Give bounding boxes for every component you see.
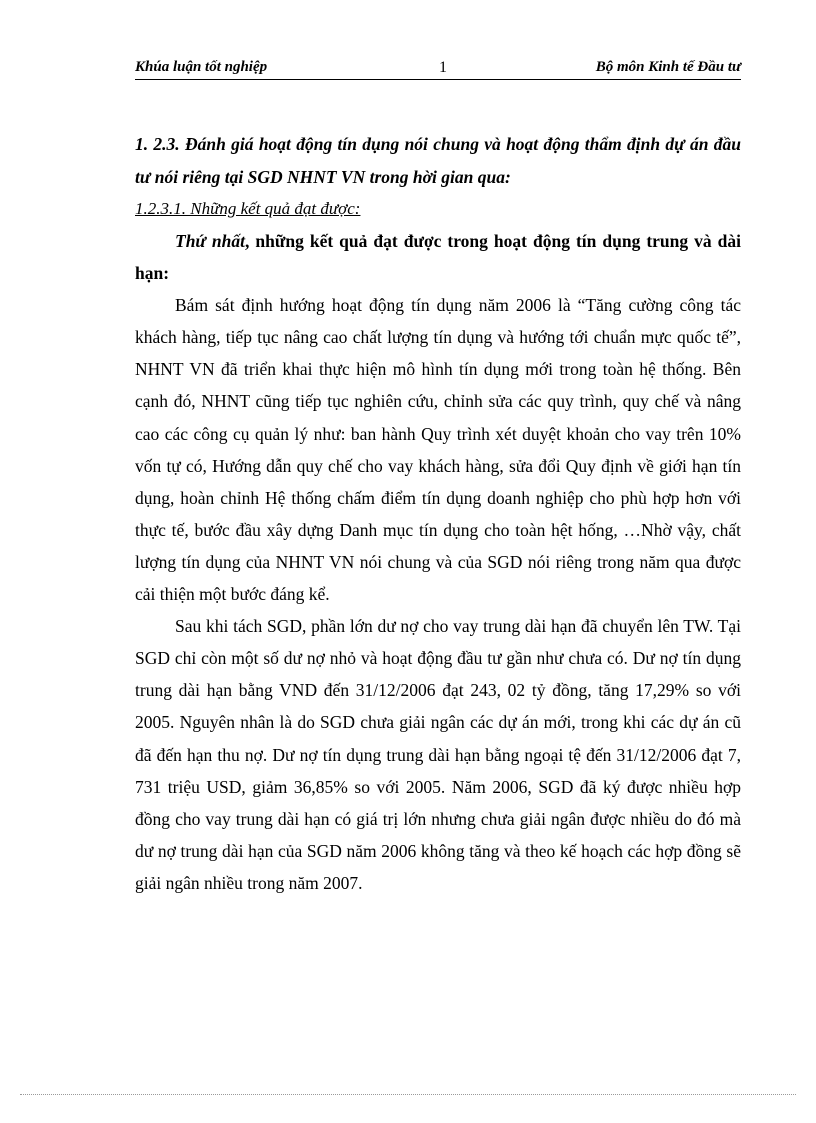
header-department-label: Bộ môn Kinh tế Đầu tư [595, 59, 741, 75]
paragraph-first-point-rest: , những kết quả đạt được trong hoạt động tín dụng trung và dài hạn: [135, 231, 742, 284]
section-heading: 1. 2.3. Đánh giá hoạt động tín dụng nói chung và hoạt động thẩm định dự án đầu tư nói riêng tại SGD NHNT VN trong hời gian qua: [135, 134, 741, 187]
page-header [135, 57, 741, 80]
header-thesis-label: Khúa luận tốt nghiệp [135, 59, 268, 75]
subsection-heading: 1.2.3.1. Những kết quả đạt được: [135, 199, 361, 218]
paragraph-credit-orientation: Bám sát định hướng hoạt động tín dụng năm 2006 là “Tăng cường công tác khách hàng, tiếp tục nâng cao chất lượng tín dụng và hướng tới chuẩn mực quốc tế”, NHNT VN đã triển khai thực hiện mô hình tín dụng mới trong toàn hệ thống. Bên cạnh đó, NHNT cũng tiếp tục nghiên cứu, chỉnh sửa các quy trình, quy chế và nâng cao các công cụ quản lý như: ban hành Quy trình xét duyệt khoản cho vay trên 10% vốn tự có, Hướng dẫn quy chế cho vay khách hàng, sửa đổi Quy định về giới hạn tín dụng, hoàn chỉnh Hệ thống chấm điểm tín dụng doanh nghiệp cho phù hợp hơn với thực tế, bước đầu xây dựng Danh mục tín dụng cho toàn hệt hống, …Nhờ vậy, chất lượng tín dụng của NHNT VN nói chung và của SGD nói riêng trong năm qua được cải thiện một bước đáng kể. [135, 295, 741, 605]
header-page-number: 1 [439, 59, 447, 76]
footer-dotted-divider [20, 1094, 796, 1095]
paragraph-outstanding-loans: Sau khi tách SGD, phần lớn dư nợ cho vay trung dài hạn đã chuyển lên TW. Tại SGD chỉ còn một số dư nợ nhỏ và hoạt động đầu tư gần như chưa có. Dư nợ tín dụng trung dài hạn bằng VND đến 31/12/2006 đạt 243, 02 tỷ đồng, tăng 17,29% so với 2005. Nguyên nhân là do SGD chưa giải ngân các dự án mới, trong khi các dự án cũ đã đến hạn thu nợ. Dư nợ tín dụng trung dài hạn bằng ngoại tệ đến 31/12/2006 đạt 7, 731 triệu USD, giảm 36,85% so với 2005. Năm 2006, SGD đã ký được nhiều hợp đồng cho vay trung dài hạn có giá trị lớn nhưng chưa giải ngân được nhiều do đó mà dư nợ trung dài hạn của SGD năm 2006 không tăng và theo kế hoạch các hợp đồng sẽ giải ngân nhiều trong năm 2007. [135, 616, 741, 893]
page-body [135, 128, 741, 899]
paragraph-first-point [135, 225, 741, 289]
paragraph-first-point-lead: Thứ nhất [175, 231, 245, 251]
